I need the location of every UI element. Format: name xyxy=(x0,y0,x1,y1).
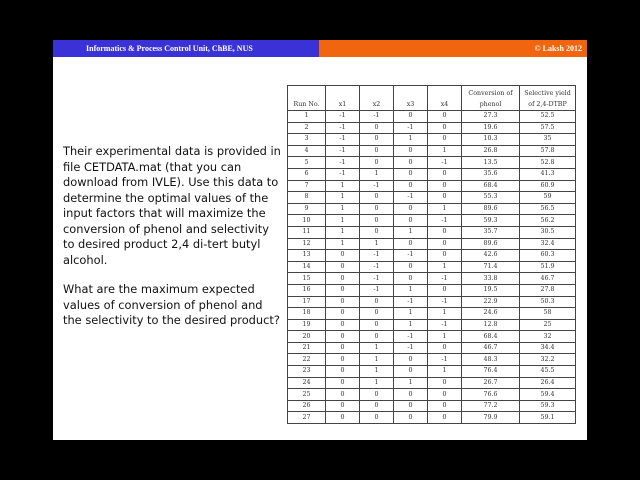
x4-cell: 0 xyxy=(428,226,462,238)
x2-cell: 0 xyxy=(360,192,394,204)
table-row xyxy=(288,203,576,215)
selective-yield-cell: 41.3 xyxy=(520,168,576,180)
x2-cell: -1 xyxy=(360,261,394,273)
table-row xyxy=(288,250,576,262)
run-no-cell: 13 xyxy=(288,250,326,262)
x1-cell: 1 xyxy=(326,226,360,238)
run-no-cell: 5 xyxy=(288,157,326,169)
x2-cell: 0 xyxy=(360,296,394,308)
table-row xyxy=(288,145,576,157)
conversion-cell: 89.6 xyxy=(462,238,520,250)
x4-cell: 1 xyxy=(428,366,462,378)
table-row xyxy=(288,215,576,227)
run-no-cell: 12 xyxy=(288,238,326,250)
x4-cell: 0 xyxy=(428,134,462,146)
x2-cell: 1 xyxy=(360,238,394,250)
x1-cell: 0 xyxy=(326,342,360,354)
x2-cell: 0 xyxy=(360,122,394,134)
conversion-cell: 12.8 xyxy=(462,319,520,331)
run-no-cell: 18 xyxy=(288,308,326,320)
selective-yield-cell: 56.5 xyxy=(520,203,576,215)
run-no-cell: 14 xyxy=(288,261,326,273)
x1-cell: 1 xyxy=(326,192,360,204)
x4-cell: 0 xyxy=(428,168,462,180)
x4-cell: 1 xyxy=(428,331,462,343)
body-paragraph-1: Their experimental data is provided in file CETDATA.mat (that you can download from IVLE). Use this data to determine the optimal values of the input factors that will maximize the conversion of phenol and selectivity to desired product 2,4 di-tert butyl alcohol. xyxy=(63,144,281,267)
selective-yield-cell: 32.4 xyxy=(520,238,576,250)
x1-cell: -1 xyxy=(326,168,360,180)
x3-cell: -1 xyxy=(394,342,428,354)
x2-cell: -1 xyxy=(360,250,394,262)
run-no-cell: 8 xyxy=(288,192,326,204)
x3-cell: -1 xyxy=(394,122,428,134)
table-row xyxy=(288,122,576,134)
run-no-cell: 10 xyxy=(288,215,326,227)
selective-yield-cell: 59.3 xyxy=(520,400,576,412)
x3-cell: 1 xyxy=(394,284,428,296)
run-no-cell: 20 xyxy=(288,331,326,343)
x2-cell: -1 xyxy=(360,284,394,296)
header-conversion: Conversion of phenol xyxy=(462,86,520,111)
x1-cell: 0 xyxy=(326,412,360,424)
selective-yield-cell: 59.1 xyxy=(520,412,576,424)
x3-cell: 0 xyxy=(394,215,428,227)
x4-cell: 0 xyxy=(428,250,462,262)
conversion-cell: 33.8 xyxy=(462,273,520,285)
x2-cell: 0 xyxy=(360,145,394,157)
selective-yield-cell: 25 xyxy=(520,319,576,331)
conversion-cell: 19.6 xyxy=(462,122,520,134)
x4-cell: 0 xyxy=(428,377,462,389)
x4-cell: 0 xyxy=(428,192,462,204)
x1-cell: 1 xyxy=(326,203,360,215)
header-org-title: Informatics & Process Control Unit, ChBE, NUS xyxy=(53,40,319,57)
x4-cell: 0 xyxy=(428,122,462,134)
table-row xyxy=(288,111,576,123)
conversion-cell: 24.6 xyxy=(462,308,520,320)
selective-yield-cell: 30.5 xyxy=(520,226,576,238)
run-no-cell: 24 xyxy=(288,377,326,389)
table-row xyxy=(288,134,576,146)
table-row xyxy=(288,389,576,401)
table-row xyxy=(288,180,576,192)
run-no-cell: 19 xyxy=(288,319,326,331)
conversion-cell: 79.9 xyxy=(462,412,520,424)
x3-cell: 0 xyxy=(394,203,428,215)
x3-cell: -1 xyxy=(394,296,428,308)
x2-cell: 0 xyxy=(360,226,394,238)
x2-cell: 1 xyxy=(360,354,394,366)
conversion-cell: 26.8 xyxy=(462,145,520,157)
table-row xyxy=(288,400,576,412)
table-row xyxy=(288,296,576,308)
x3-cell: 0 xyxy=(394,238,428,250)
x3-cell: 0 xyxy=(394,354,428,366)
x1-cell: 0 xyxy=(326,366,360,378)
table-row xyxy=(288,331,576,343)
selective-yield-cell: 60.3 xyxy=(520,250,576,262)
run-no-cell: 16 xyxy=(288,284,326,296)
table-row xyxy=(288,157,576,169)
x1-cell: 0 xyxy=(326,284,360,296)
table-row xyxy=(288,412,576,424)
conversion-cell: 10.3 xyxy=(462,134,520,146)
x4-cell: -1 xyxy=(428,296,462,308)
x2-cell: 1 xyxy=(360,168,394,180)
selective-yield-cell: 56.2 xyxy=(520,215,576,227)
x2-cell: -1 xyxy=(360,111,394,123)
table-row xyxy=(288,238,576,250)
x2-cell: 0 xyxy=(360,134,394,146)
x1-cell: 0 xyxy=(326,354,360,366)
selective-yield-cell: 34.4 xyxy=(520,342,576,354)
x2-cell: 0 xyxy=(360,203,394,215)
x2-cell: 0 xyxy=(360,215,394,227)
selective-yield-cell: 46.7 xyxy=(520,273,576,285)
table-row xyxy=(288,192,576,204)
conversion-cell: 55.3 xyxy=(462,192,520,204)
x4-cell: -1 xyxy=(428,215,462,227)
conversion-cell: 13.5 xyxy=(462,157,520,169)
conversion-cell: 68.4 xyxy=(462,180,520,192)
selective-yield-cell: 35 xyxy=(520,134,576,146)
x1-cell: 0 xyxy=(326,308,360,320)
conversion-cell: 59.3 xyxy=(462,215,520,227)
x3-cell: 0 xyxy=(394,400,428,412)
selective-yield-cell: 52.5 xyxy=(520,111,576,123)
x1-cell: -1 xyxy=(326,134,360,146)
table-row xyxy=(288,342,576,354)
x4-cell: 0 xyxy=(428,238,462,250)
x3-cell: 1 xyxy=(394,134,428,146)
conversion-cell: 89.6 xyxy=(462,203,520,215)
x3-cell: 0 xyxy=(394,180,428,192)
x4-cell: -1 xyxy=(428,273,462,285)
conversion-cell: 77.2 xyxy=(462,400,520,412)
x1-cell: 0 xyxy=(326,296,360,308)
table-row xyxy=(288,261,576,273)
conversion-cell: 19.5 xyxy=(462,284,520,296)
x4-cell: 0 xyxy=(428,389,462,401)
x4-cell: -1 xyxy=(428,157,462,169)
x2-cell: 1 xyxy=(360,342,394,354)
x3-cell: 1 xyxy=(394,308,428,320)
x3-cell: 1 xyxy=(394,319,428,331)
conversion-cell: 35.6 xyxy=(462,168,520,180)
x1-cell: 0 xyxy=(326,319,360,331)
table-row xyxy=(288,319,576,331)
table-row xyxy=(288,284,576,296)
run-no-cell: 4 xyxy=(288,145,326,157)
slide-header xyxy=(53,40,587,57)
table-header-row xyxy=(288,86,576,111)
selective-yield-cell: 45.5 xyxy=(520,366,576,378)
x3-cell: 0 xyxy=(394,168,428,180)
run-no-cell: 11 xyxy=(288,226,326,238)
x1-cell: -1 xyxy=(326,157,360,169)
selective-yield-cell: 57.5 xyxy=(520,122,576,134)
run-no-cell: 15 xyxy=(288,273,326,285)
x3-cell: 0 xyxy=(394,389,428,401)
run-no-cell: 17 xyxy=(288,296,326,308)
run-no-cell: 6 xyxy=(288,168,326,180)
selective-yield-cell: 32.2 xyxy=(520,354,576,366)
x3-cell: 0 xyxy=(394,145,428,157)
conversion-cell: 27.3 xyxy=(462,111,520,123)
conversion-cell: 22.9 xyxy=(462,296,520,308)
x2-cell: 0 xyxy=(360,389,394,401)
run-no-cell: 9 xyxy=(288,203,326,215)
conversion-cell: 42.6 xyxy=(462,250,520,262)
x1-cell: 0 xyxy=(326,273,360,285)
run-no-cell: 23 xyxy=(288,366,326,378)
table-row xyxy=(288,168,576,180)
x3-cell: 0 xyxy=(394,412,428,424)
table-row xyxy=(288,377,576,389)
x1-cell: 1 xyxy=(326,215,360,227)
x4-cell: 1 xyxy=(428,261,462,273)
selective-yield-cell: 52.8 xyxy=(520,157,576,169)
selective-yield-cell: 59.4 xyxy=(520,389,576,401)
selective-yield-cell: 58 xyxy=(520,308,576,320)
selective-yield-cell: 51.9 xyxy=(520,261,576,273)
x2-cell: -1 xyxy=(360,180,394,192)
run-no-cell: 7 xyxy=(288,180,326,192)
experiment-data-table xyxy=(287,85,576,424)
x3-cell: 0 xyxy=(394,261,428,273)
run-no-cell: 21 xyxy=(288,342,326,354)
x1-cell: 0 xyxy=(326,400,360,412)
x1-cell: -1 xyxy=(326,145,360,157)
x2-cell: 0 xyxy=(360,400,394,412)
x1-cell: -1 xyxy=(326,111,360,123)
x1-cell: 0 xyxy=(326,261,360,273)
x2-cell: 0 xyxy=(360,319,394,331)
x2-cell: 0 xyxy=(360,331,394,343)
conversion-cell: 48.3 xyxy=(462,354,520,366)
header-x1: x1 xyxy=(326,86,360,111)
x3-cell: -1 xyxy=(394,250,428,262)
selective-yield-cell: 50.3 xyxy=(520,296,576,308)
x4-cell: -1 xyxy=(428,354,462,366)
x3-cell: 1 xyxy=(394,226,428,238)
table-row xyxy=(288,308,576,320)
body-paragraph-2: What are the maximum expected values of conversion of phenol and the selectivity to the desired product? xyxy=(63,282,280,327)
conversion-cell: 35.7 xyxy=(462,226,520,238)
x3-cell: 1 xyxy=(394,377,428,389)
selective-yield-cell: 26.4 xyxy=(520,377,576,389)
conversion-cell: 26.7 xyxy=(462,377,520,389)
x4-cell: 0 xyxy=(428,111,462,123)
x3-cell: 0 xyxy=(394,157,428,169)
x3-cell: 0 xyxy=(394,273,428,285)
x4-cell: 1 xyxy=(428,145,462,157)
header-run-no: Run No. xyxy=(288,86,326,111)
table-body xyxy=(288,111,576,424)
run-no-cell: 26 xyxy=(288,400,326,412)
conversion-cell: 46.7 xyxy=(462,342,520,354)
conversion-cell: 71.4 xyxy=(462,261,520,273)
table-row xyxy=(288,273,576,285)
header-x2: x2 xyxy=(360,86,394,111)
x3-cell: -1 xyxy=(394,192,428,204)
x4-cell: 0 xyxy=(428,180,462,192)
conversion-cell: 76.4 xyxy=(462,366,520,378)
x4-cell: 0 xyxy=(428,284,462,296)
run-no-cell: 1 xyxy=(288,111,326,123)
x2-cell: -1 xyxy=(360,273,394,285)
selective-yield-cell: 59 xyxy=(520,192,576,204)
selective-yield-cell: 57.8 xyxy=(520,145,576,157)
x4-cell: 0 xyxy=(428,400,462,412)
header-x4: x4 xyxy=(428,86,462,111)
slide xyxy=(53,40,587,440)
x1-cell: 0 xyxy=(326,250,360,262)
slide-body-text xyxy=(63,144,281,343)
x1-cell: 1 xyxy=(326,180,360,192)
selective-yield-cell: 32 xyxy=(520,331,576,343)
x1-cell: 1 xyxy=(326,238,360,250)
run-no-cell: 27 xyxy=(288,412,326,424)
x4-cell: 1 xyxy=(428,203,462,215)
x4-cell: 0 xyxy=(428,342,462,354)
x3-cell: -1 xyxy=(394,331,428,343)
x2-cell: 0 xyxy=(360,412,394,424)
x1-cell: -1 xyxy=(326,122,360,134)
x4-cell: 1 xyxy=(428,308,462,320)
x1-cell: 0 xyxy=(326,331,360,343)
x2-cell: 0 xyxy=(360,308,394,320)
run-no-cell: 25 xyxy=(288,389,326,401)
x4-cell: -1 xyxy=(428,319,462,331)
run-no-cell: 3 xyxy=(288,134,326,146)
x1-cell: 0 xyxy=(326,389,360,401)
x1-cell: 0 xyxy=(326,377,360,389)
selective-yield-cell: 60.9 xyxy=(520,180,576,192)
x2-cell: 1 xyxy=(360,377,394,389)
x3-cell: 0 xyxy=(394,366,428,378)
x4-cell: 0 xyxy=(428,412,462,424)
header-x3: x3 xyxy=(394,86,428,111)
run-no-cell: 22 xyxy=(288,354,326,366)
table-row xyxy=(288,354,576,366)
x2-cell: 1 xyxy=(360,366,394,378)
table-row xyxy=(288,226,576,238)
x2-cell: 0 xyxy=(360,157,394,169)
table-row xyxy=(288,366,576,378)
selective-yield-cell: 27.8 xyxy=(520,284,576,296)
run-no-cell: 2 xyxy=(288,122,326,134)
x3-cell: 0 xyxy=(394,111,428,123)
header-copyright: © Laksh 2012 xyxy=(319,40,587,57)
conversion-cell: 68.4 xyxy=(462,331,520,343)
conversion-cell: 76.6 xyxy=(462,389,520,401)
header-selective-yield: Selective yield of 2,4-DTBP xyxy=(520,86,576,111)
